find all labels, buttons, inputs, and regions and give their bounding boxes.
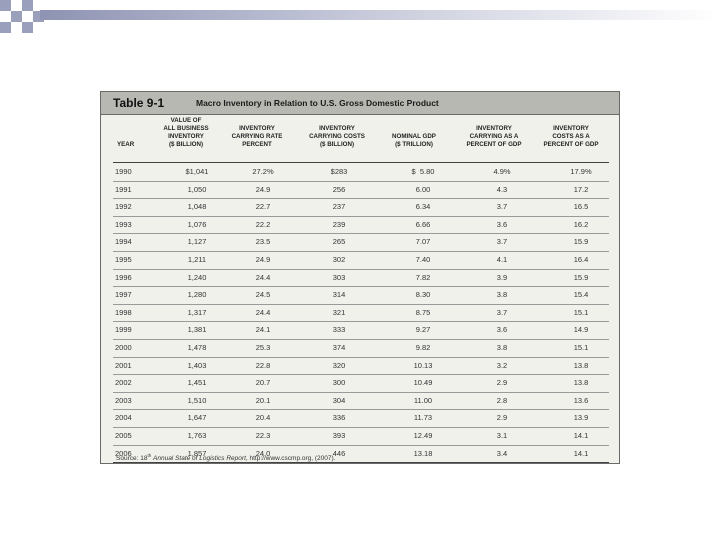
cell-value: 1,381 xyxy=(187,325,207,335)
header-costs-pct-gdp: INVENTORY COSTS AS A PERCENT OF GDP xyxy=(543,125,599,148)
cell-value: 1,451 xyxy=(187,378,207,388)
cell-gdp: 10.13 xyxy=(413,360,433,370)
cell-gdp: 7.07 xyxy=(415,237,431,247)
header-carrying-costs: INVENTORY CARRYING COSTS ($ BILLION) xyxy=(309,125,365,148)
cell-rate: 20.1 xyxy=(255,395,271,405)
cell-cost-pct: 15.9 xyxy=(573,272,589,282)
cell-carry-pct: 2.8 xyxy=(496,395,508,405)
table-row xyxy=(113,340,609,358)
cell-carry-pct: 2.9 xyxy=(496,413,508,423)
cell-cost-pct: 13.8 xyxy=(573,378,589,388)
source-superscript: th xyxy=(147,453,152,458)
cell-value: 1,127 xyxy=(187,237,207,247)
cell-costs: 446 xyxy=(332,448,346,458)
cell-value: 1,048 xyxy=(187,202,207,212)
cell-gdp: 9.27 xyxy=(415,325,431,335)
cell-cost-pct: 15.1 xyxy=(573,307,589,317)
cell-cost-pct: 16.4 xyxy=(573,254,589,264)
header-inventory-value: VALUE OF ALL BUSINESS INVENTORY ($ BILLION) xyxy=(163,117,209,148)
cell-cost-pct: 17.9% xyxy=(570,167,592,176)
cell-costs: 321 xyxy=(332,307,346,317)
cell-carry-pct: 3.4 xyxy=(496,448,508,458)
cell-value: 1,647 xyxy=(187,413,207,423)
cell-cost-pct: 13.6 xyxy=(573,395,589,405)
cell-gdp: 6.66 xyxy=(415,219,431,229)
cell-carry-pct: 4.9% xyxy=(493,167,511,176)
cell-year: 2001 xyxy=(115,360,132,370)
cell-cost-pct: 16.5 xyxy=(573,202,589,212)
slide-decoration xyxy=(0,0,720,40)
cell-cost-pct: 15.4 xyxy=(573,290,589,300)
cell-costs: 374 xyxy=(332,342,346,352)
source-prefix: Source: 18 xyxy=(116,455,148,463)
cell-year: 1994 xyxy=(115,237,132,247)
cell-gdp: 11.73 xyxy=(413,413,433,423)
cell-gdp: 6.34 xyxy=(415,202,431,212)
cell-carry-pct: 3.9 xyxy=(496,272,508,282)
cell-year: 1991 xyxy=(115,184,132,194)
cell-costs: 300 xyxy=(332,378,346,388)
cell-costs: 336 xyxy=(332,413,346,423)
cell-gdp: 13.18 xyxy=(413,448,433,458)
cell-value: 1,240 xyxy=(187,272,207,282)
table-row xyxy=(113,322,609,340)
cell-year: 1996 xyxy=(115,272,132,282)
table-row xyxy=(113,270,609,288)
table-row xyxy=(113,375,609,393)
table-row xyxy=(113,287,609,305)
cell-rate: 24.0 xyxy=(255,448,271,458)
table-title: Macro Inventory in Relation to U.S. Gross Domestic Product xyxy=(196,98,439,108)
table-row xyxy=(113,199,609,217)
cell-value: 1,510 xyxy=(187,395,207,405)
cell-gdp: 8.30 xyxy=(415,290,431,300)
cell-costs: 304 xyxy=(332,395,346,405)
cell-carry-pct: 3.7 xyxy=(496,237,508,247)
cell-rate: 22.3 xyxy=(255,430,271,440)
cell-year: 1997 xyxy=(115,290,132,300)
cell-rate: 24.1 xyxy=(255,325,271,335)
header-carrying-pct-gdp: INVENTORY CARRYING AS A PERCENT OF GDP xyxy=(466,125,522,148)
cell-rate: 24.9 xyxy=(255,184,271,194)
cell-gdp: 9.82 xyxy=(415,342,431,352)
cell-rate: 24.9 xyxy=(255,254,271,264)
cell-carry-pct: 3.8 xyxy=(496,342,508,352)
cell-cost-pct: 14.1 xyxy=(573,430,589,440)
cell-costs: 320 xyxy=(332,360,346,370)
cell-carry-pct: 3.8 xyxy=(496,290,508,300)
cell-year: 1995 xyxy=(115,254,132,264)
cell-carry-pct: 4.1 xyxy=(496,254,508,264)
cell-value: 1,317 xyxy=(187,307,207,317)
cell-cost-pct: 13.9 xyxy=(573,413,589,423)
cell-cost-pct: 14.1 xyxy=(573,448,589,458)
cell-costs: 239 xyxy=(332,219,346,229)
source-suffix: , http://www.cscmp.org, (2007). xyxy=(245,455,336,463)
cell-carry-pct: 3.6 xyxy=(496,325,508,335)
cell-gdp: $ 5.80 xyxy=(411,167,435,176)
cell-rate: 24.4 xyxy=(255,272,271,282)
table-row xyxy=(113,234,609,252)
cell-cost-pct: 14.9 xyxy=(573,325,589,335)
cell-rate: 22.7 xyxy=(255,202,271,212)
cell-costs: 333 xyxy=(332,325,346,335)
deco-gradient-bar xyxy=(40,10,720,20)
cell-value: 1,050 xyxy=(187,184,207,194)
cell-rate: 25.3 xyxy=(255,342,271,352)
cell-year: 2006 xyxy=(115,448,132,458)
deco-square xyxy=(11,11,22,22)
cell-costs: 256 xyxy=(332,184,346,194)
cell-rate: 24.4 xyxy=(255,307,271,317)
cell-carry-pct: 3.2 xyxy=(496,360,508,370)
cell-value: 1,857 xyxy=(187,448,207,458)
cell-cost-pct: 15.9 xyxy=(573,237,589,247)
header-year: YEAR xyxy=(117,141,135,148)
cell-rate: 20.7 xyxy=(255,378,271,388)
header-carrying-rate: INVENTORY CARRYING RATE PERCENT xyxy=(231,125,283,148)
table-row xyxy=(113,428,609,446)
cell-gdp: 6.00 xyxy=(415,184,431,194)
table-row xyxy=(113,393,609,411)
cell-costs: 303 xyxy=(332,272,346,282)
cell-value: 1,403 xyxy=(187,360,207,370)
cell-year: 2003 xyxy=(115,395,132,405)
cell-year: 2002 xyxy=(115,378,132,388)
cell-carry-pct: 3.7 xyxy=(496,307,508,317)
table-figure xyxy=(100,91,620,464)
cell-rate: 23.5 xyxy=(255,237,271,247)
cell-year: 1999 xyxy=(115,325,132,335)
cell-rate: 22.2 xyxy=(255,219,271,229)
table-row xyxy=(113,358,609,376)
table-row xyxy=(113,410,609,428)
table-row xyxy=(113,164,609,182)
cell-value: 1,280 xyxy=(187,290,207,300)
table-source-note xyxy=(116,453,335,462)
cell-costs: $283 xyxy=(330,167,348,176)
cell-year: 2000 xyxy=(115,342,132,352)
cell-value: 1,478 xyxy=(187,342,207,352)
cell-value: 1,211 xyxy=(187,254,207,264)
cell-cost-pct: 17.2 xyxy=(573,184,589,194)
cell-carry-pct: 3.6 xyxy=(496,219,508,229)
cell-costs: 393 xyxy=(332,430,346,440)
cell-costs: 265 xyxy=(332,237,346,247)
cell-year: 2005 xyxy=(115,430,132,440)
cell-costs: 314 xyxy=(332,290,346,300)
table-body xyxy=(113,164,609,463)
table-number: Table 9-1 xyxy=(113,96,165,110)
cell-rate: 24.5 xyxy=(255,290,271,300)
cell-year: 2004 xyxy=(115,413,132,423)
cell-gdp: 7.40 xyxy=(415,254,431,264)
cell-carry-pct: 3.7 xyxy=(496,202,508,212)
header-nominal-gdp: NOMINAL GDP ($ TRILLION) xyxy=(392,133,436,148)
cell-carry-pct: 2.9 xyxy=(496,378,508,388)
cell-value: $1,041 xyxy=(185,167,209,176)
table-title-bar xyxy=(101,92,619,115)
cell-year: 1993 xyxy=(115,219,132,229)
table-row xyxy=(113,182,609,200)
cell-cost-pct: 15.1 xyxy=(573,342,589,352)
cell-rate: 20.4 xyxy=(255,413,271,423)
cell-rate: 27.2% xyxy=(252,167,274,176)
deco-square xyxy=(0,22,11,33)
cell-year: 1998 xyxy=(115,307,132,317)
cell-gdp: 12.49 xyxy=(413,430,433,440)
header-rule xyxy=(113,162,609,163)
cell-cost-pct: 16.2 xyxy=(573,219,589,229)
cell-carry-pct: 4.3 xyxy=(496,184,508,194)
cell-year: 1992 xyxy=(115,202,132,212)
cell-year: 1990 xyxy=(115,167,132,176)
cell-costs: 302 xyxy=(332,254,346,264)
deco-square xyxy=(22,0,33,11)
cell-gdp: 10.49 xyxy=(413,378,433,388)
table-row xyxy=(113,305,609,323)
cell-value: 1,076 xyxy=(187,219,207,229)
cell-gdp: 8.75 xyxy=(415,307,431,317)
table-row xyxy=(113,217,609,235)
cell-rate: 22.8 xyxy=(255,360,271,370)
deco-square xyxy=(22,22,33,33)
cell-value: 1,763 xyxy=(187,430,207,440)
cell-gdp: 11.00 xyxy=(413,395,433,405)
cell-carry-pct: 3.1 xyxy=(496,430,508,440)
cell-costs: 237 xyxy=(332,202,346,212)
cell-cost-pct: 13.8 xyxy=(573,360,589,370)
table-row xyxy=(113,252,609,270)
cell-gdp: 7.82 xyxy=(415,272,431,282)
source-title: Annual State of Logistics Report xyxy=(153,455,246,463)
deco-square xyxy=(0,0,11,11)
